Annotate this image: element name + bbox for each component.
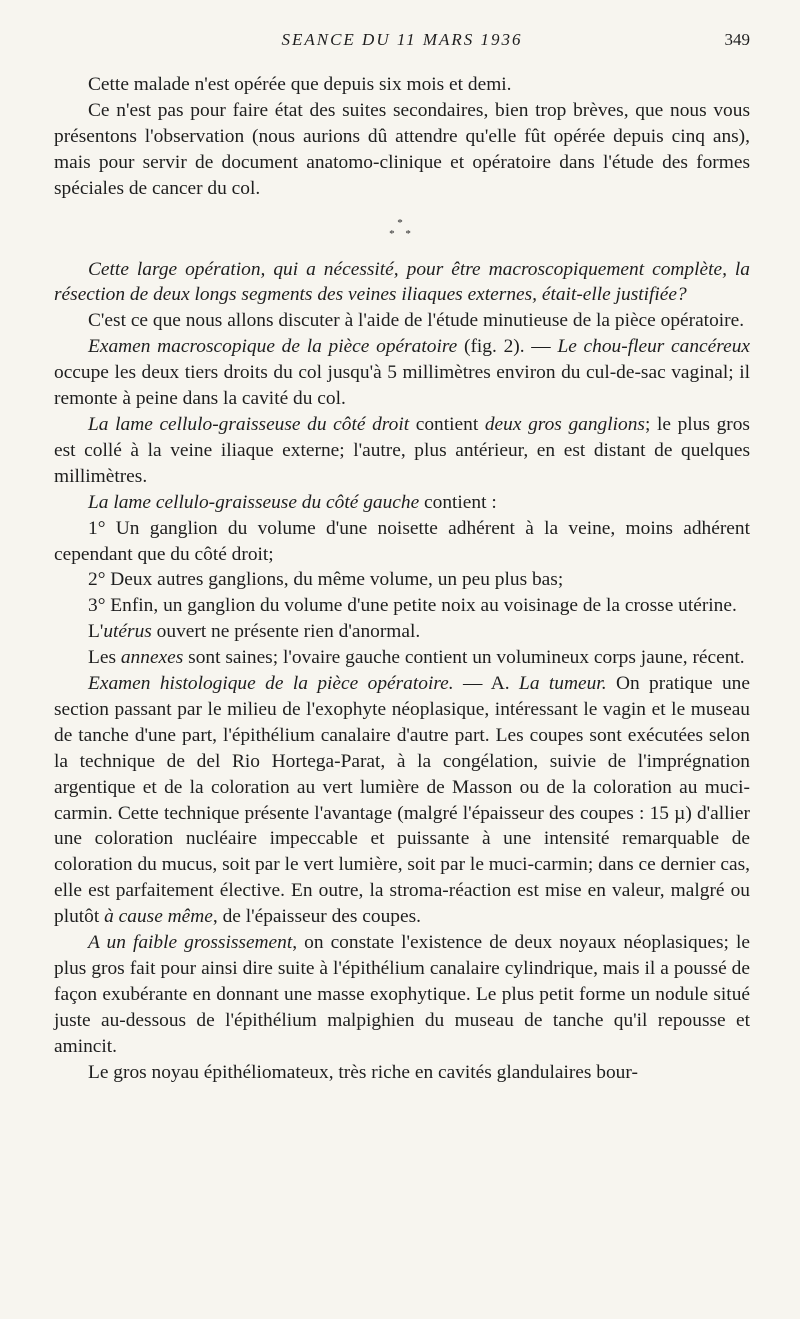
italic-text-run: A un faible grossissement bbox=[88, 932, 293, 954]
paragraph bbox=[54, 334, 750, 412]
paragraph bbox=[54, 671, 750, 930]
text-run: (fig. 2). — bbox=[457, 336, 558, 358]
paragraph bbox=[54, 645, 750, 671]
paragraph bbox=[54, 619, 750, 645]
italic-text-run: Le chou-fleur cancéreux bbox=[557, 336, 750, 358]
italic-text-run: deux gros ganglions bbox=[484, 413, 645, 435]
page-header bbox=[54, 30, 750, 54]
italic-text-run: utérus bbox=[103, 621, 152, 643]
italic-text-run: La lame cellulo-graisseuse du côté gauche bbox=[88, 491, 420, 513]
section-separator bbox=[54, 202, 750, 257]
text-run: occupe les deux tiers droits du col jusqu'à 5 millimètres environ du cul-de-sac vaginal; il remonte à peine dans la cavité du col. bbox=[54, 362, 750, 410]
italic-text-run: Examen macroscopique de la pièce opératoire bbox=[88, 336, 458, 358]
text-run: ouvert ne présente rien d'anormal. bbox=[151, 621, 421, 643]
text-run: Le gros noyau épithéliomateux, très riche en cavités glandulaires bour- bbox=[88, 1061, 638, 1083]
paragraph bbox=[54, 516, 750, 568]
paragraph bbox=[54, 567, 750, 593]
page-number: 349 bbox=[724, 30, 750, 49]
text-run: ; le plus gros est collé à la veine iliaque externe; l'autre, plus antérieur, en est distant de quelques millimètres. bbox=[54, 413, 750, 487]
asterism-bottom: * * bbox=[389, 227, 415, 240]
text-run: — A. bbox=[453, 673, 520, 695]
paragraph bbox=[54, 490, 750, 516]
text-run: 1° Un ganglion du volume d'une noisette adhérent à la veine, moins adhérent cependant que du côté droit; bbox=[54, 517, 750, 565]
italic-text-run: Examen histologique de la pièce opératoire. bbox=[88, 673, 454, 695]
text-run: 2° Deux autres ganglions, du même volume, un peu plus bas; bbox=[88, 569, 564, 591]
text-run: contient bbox=[409, 413, 485, 435]
paragraph bbox=[54, 72, 750, 98]
italic-text-run: La tumeur. bbox=[519, 673, 607, 695]
paragraph bbox=[54, 1060, 750, 1086]
text-run: C'est ce que nous allons discuter à l'aide de l'étude minutieuse de la pièce opératoire. bbox=[88, 310, 745, 332]
paragraph bbox=[54, 98, 750, 202]
italic-text-run: annexes bbox=[120, 647, 184, 669]
italic-text-run: La lame cellulo-graisseuse du côté droit bbox=[88, 413, 410, 435]
paragraph bbox=[54, 593, 750, 619]
paragraph bbox=[54, 412, 750, 490]
text-run: contient : bbox=[419, 491, 497, 513]
text-run: , de l'épaisseur des coupes. bbox=[212, 906, 421, 928]
text-run: sont saines; l'ovaire gauche contient un volumineux corps jaune, récent. bbox=[183, 647, 745, 669]
body-text bbox=[54, 72, 750, 1086]
italic-text-run: à cause même bbox=[104, 906, 213, 928]
italic-text-run: Cette large opération, qui a nécessité, pour être macroscopiquement complète, la résection de deux longs segments des veines iliaques externes, était-elle justifiée? bbox=[54, 258, 750, 306]
text-run: L' bbox=[88, 621, 104, 643]
asterism-top: * bbox=[397, 216, 407, 229]
text-run: , on constate l'existence de deux noyaux néoplasiques; le plus gros fait pour ainsi dire suite à l'épithélium canalaire cylindrique, mais il a poussé de façon exubérante en donnant une masse exophytique. Le plus petit forme un nodule situé juste au-dessous de l'épithélium malpighien du museau de tanche qu'il repousse et amincit. bbox=[54, 932, 750, 1057]
text-run: Ce n'est pas pour faire état des suites secondaires, bien trop brèves, que nous vous présentons l'observation (nous aurions dû attendre qu'elle fût opérée depuis cinq ans), mais pour servir de document anatomo-clinique et opératoire dans l'étude des formes spéciales de cancer du col. bbox=[54, 99, 750, 199]
running-title: SEANCE DU 11 MARS 1936 bbox=[281, 30, 523, 49]
text-run: On pratique une section passant par le milieu de l'exophyte néoplasique, intéressant le vagin et le museau de tanche d'une part, l'épithélium canalaire d'autre part. Les coupes sont exécutées selon la technique de del Rio Hortega-Parat, à la congélation, suivie de l'imprégnation argentique et de la coloration au vert lumière de Masson ou de la coloration au muci-carmin. Cette technique présente l'avantage (malgré l'épaisseur des coupes : 15 µ) d'allier une coloration nucléaire impeccable et puissante à une intensité remarquable de coloration du mucus, soit par le vert lumière, soit par le muci-carmin; dans ce dernier cas, elle est parfaitement élective. En outre, la stroma-réaction est mise en valeur, malgré ou plutôt bbox=[54, 673, 750, 928]
text-run: 3° Enfin, un ganglion du volume d'une petite noix au voisinage de la crosse utérine. bbox=[88, 595, 737, 617]
paragraph bbox=[54, 257, 750, 309]
paragraph bbox=[54, 930, 750, 1060]
text-run: Les bbox=[88, 647, 121, 669]
text-run: Cette malade n'est opérée que depuis six mois et demi. bbox=[88, 74, 512, 95]
paragraph bbox=[54, 308, 750, 334]
